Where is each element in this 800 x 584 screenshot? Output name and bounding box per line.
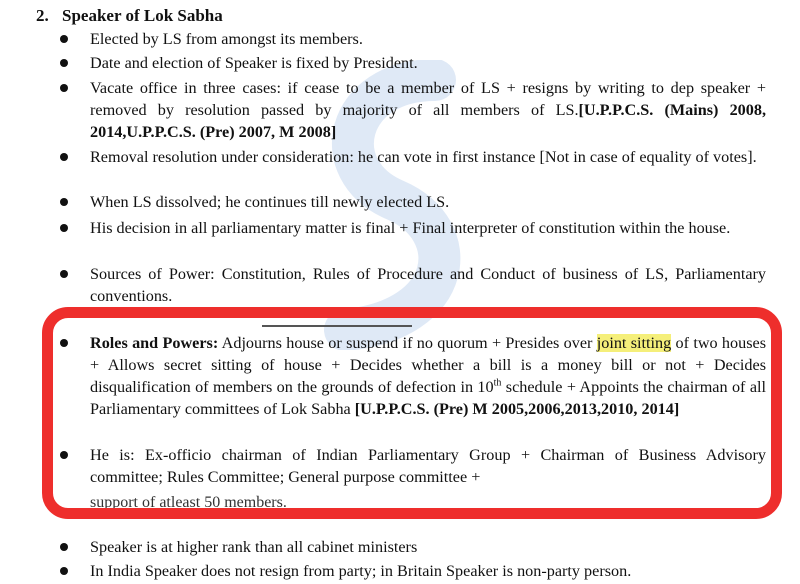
exam-reference: [U.P.P.C.S. (Mains) 2008, 2014,U.P.P.C.S. (Pre) 2007, M 2008] [90, 101, 766, 141]
section-heading [36, 6, 223, 26]
item-label: Roles and Powers: [90, 334, 219, 352]
list-item: Elected by LS from amongst its members. [90, 30, 363, 48]
exam-reference: [U.P.P.C.S. (Pre) M 2005,2006,2013,2010, 2014] [354, 400, 680, 418]
bullet-icon [60, 339, 68, 347]
bullet-icon [60, 543, 68, 551]
section-title: Speaker of Lok Sabha [62, 6, 223, 25]
bullet-icon [60, 224, 68, 232]
bullet-icon [60, 35, 68, 43]
bullet-icon [60, 84, 68, 92]
list-item: He is: Ex-officio chairman of Indian Parliamentary Group + Chairman of Business Advisory committee; Rules Committee; General purpose committee + [90, 446, 766, 486]
list-item: Removal resolution under consideration: he can vote in first instance [Not in case of equality of votes]. [90, 148, 757, 166]
partially-hidden-line: support of atleast 50 members. [90, 494, 287, 511]
highlighted-term: joint sitting [596, 334, 672, 352]
list-item: In India Speaker does not resign from party; in Britain Speaker is non-party person. [90, 562, 632, 580]
superscript: th [493, 377, 502, 389]
section-number: 2. [36, 6, 49, 25]
list-item: Vacate office in three cases: if cease to be a member of LS + resigns by writing to dep speaker + removed by resolution passed by majority of all members of LS.[U.P.P.C.S. (Mains) 2008, 2014,U.P.P.C.S. (Pre) 2007, M 2008] [90, 79, 766, 141]
list-item-roles-and-powers: Roles and Powers: Adjourns house or suspend if no quorum + Presides over joint sitting of two houses + Allows secret sitting of house + Decides whether a bill is a money bill or not + Decides disqualification of members on the grounds of defection in 10th schedule + Appoints the chairman of all Parliamentary committees of Lok Sabha [U.P.P.C.S. (Pre) M 2005,2006,2013,2010, 2014] [90, 334, 767, 418]
list-item: Date and election of Speaker is fixed by President. [90, 54, 418, 72]
list-item: Speaker is at higher rank than all cabinet ministers [90, 538, 418, 556]
bullet-icon [60, 59, 68, 67]
partially-hidden-line [262, 324, 412, 328]
bullet-icon [60, 451, 68, 459]
list-item: His decision in all parliamentary matter is final + Final interpreter of constitution within the house. [90, 219, 731, 237]
misspelled-word: atleast [159, 494, 201, 511]
bullet-icon [60, 198, 68, 206]
list-item: When LS dissolved; he continues till newly elected LS. [90, 193, 450, 211]
bullet-icon [60, 567, 68, 575]
bullet-icon [60, 270, 68, 278]
bullet-icon [60, 153, 68, 161]
list-item: Sources of Power: Constitution, Rules of Procedure and Conduct of business of LS, Parliamentary conventions. [90, 265, 766, 305]
